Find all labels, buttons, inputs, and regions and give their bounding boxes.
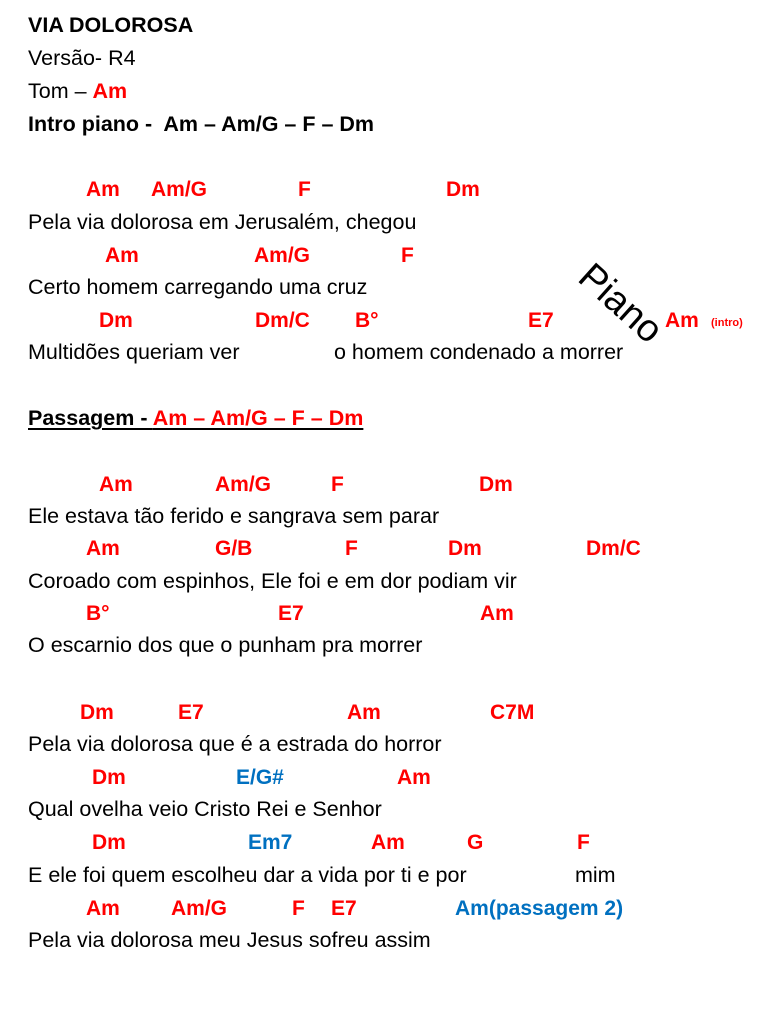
lyric-line: Multidões queriam ver xyxy=(28,340,240,364)
chord: E/G# xyxy=(236,766,284,789)
chord: B° xyxy=(86,602,110,625)
chord: Am xyxy=(397,766,431,789)
chord: Dm xyxy=(92,831,126,854)
chord: Am xyxy=(347,701,381,724)
passagem-label: Passagem - xyxy=(28,406,153,430)
chord: B° xyxy=(355,309,379,332)
chord: Dm xyxy=(479,473,513,496)
chord: Am xyxy=(99,473,133,496)
chord: C7M xyxy=(490,701,535,724)
lyric-line: o homem condenado a morrer xyxy=(334,340,624,364)
lyric-line: Ele estava tão ferido e sangrava sem parar xyxy=(28,504,440,528)
chord: F xyxy=(298,178,311,201)
version-line: Versão- R4 xyxy=(28,46,136,70)
intro-line: Intro piano - Am – Am/G – F – Dm xyxy=(28,112,375,136)
lyric-line: Pela via dolorosa em Jerusalém, chegou xyxy=(28,210,417,234)
chord: E7 xyxy=(331,897,357,920)
chord: G xyxy=(467,831,484,854)
lyric-line: E ele foi quem escolheu dar a vida por ti e por xyxy=(28,863,467,887)
chord: Am xyxy=(665,309,699,332)
chord: Am/G xyxy=(254,244,311,267)
tom-line xyxy=(28,81,127,103)
lyric-line: Pela via dolorosa meu Jesus sofreu assim xyxy=(28,928,431,952)
tom-key: Am xyxy=(92,79,128,103)
intro-note: (intro) xyxy=(711,317,743,329)
chord: E7 xyxy=(178,701,204,724)
chord: Am xyxy=(86,897,120,920)
lyric-line: Qual ovelha veio Cristo Rei e Senhor xyxy=(28,797,382,821)
chord: Dm xyxy=(448,537,482,560)
chord: Am xyxy=(86,178,120,201)
song-title: VIA DOLOROSA xyxy=(28,13,194,37)
chord: F xyxy=(292,897,305,920)
lyric-line: mim xyxy=(575,863,616,887)
chord: E7 xyxy=(278,602,304,625)
chord: Dm xyxy=(80,701,114,724)
chord: E7 xyxy=(528,309,554,332)
chord: Dm xyxy=(446,178,480,201)
chord: Dm/C xyxy=(586,537,641,560)
passagem-chords: Am – Am/G – F – Dm xyxy=(152,406,364,430)
chord: Am xyxy=(480,602,514,625)
lyric-line: Pela via dolorosa que é a estrada do horror xyxy=(28,732,442,756)
chord: Dm/C xyxy=(255,309,310,332)
chord: Em7 xyxy=(248,831,293,854)
chord: F xyxy=(331,473,344,496)
chord: Dm xyxy=(99,309,133,332)
chord: F xyxy=(401,244,414,267)
passagem-line xyxy=(28,408,363,430)
lyric-line: Certo homem carregando uma cruz xyxy=(28,275,368,299)
chord: Am/G xyxy=(151,178,208,201)
chord: Am/G xyxy=(171,897,228,920)
lyric-line: O escarnio dos que o punham pra morrer xyxy=(28,633,423,657)
chord: Am(passagem 2) xyxy=(455,897,624,920)
chord: Am xyxy=(105,244,139,267)
chord: F xyxy=(577,831,590,854)
chord: Am xyxy=(86,537,120,560)
lyric-line: Coroado com espinhos, Ele foi e em dor podiam vir xyxy=(28,569,517,593)
chord: F xyxy=(345,537,358,560)
chord: Am/G xyxy=(215,473,272,496)
chord: G/B xyxy=(215,537,253,560)
chord: Am xyxy=(371,831,405,854)
tom-label: Tom – xyxy=(28,79,93,103)
chord: Dm xyxy=(92,766,126,789)
piano-note: Piano xyxy=(570,255,671,352)
